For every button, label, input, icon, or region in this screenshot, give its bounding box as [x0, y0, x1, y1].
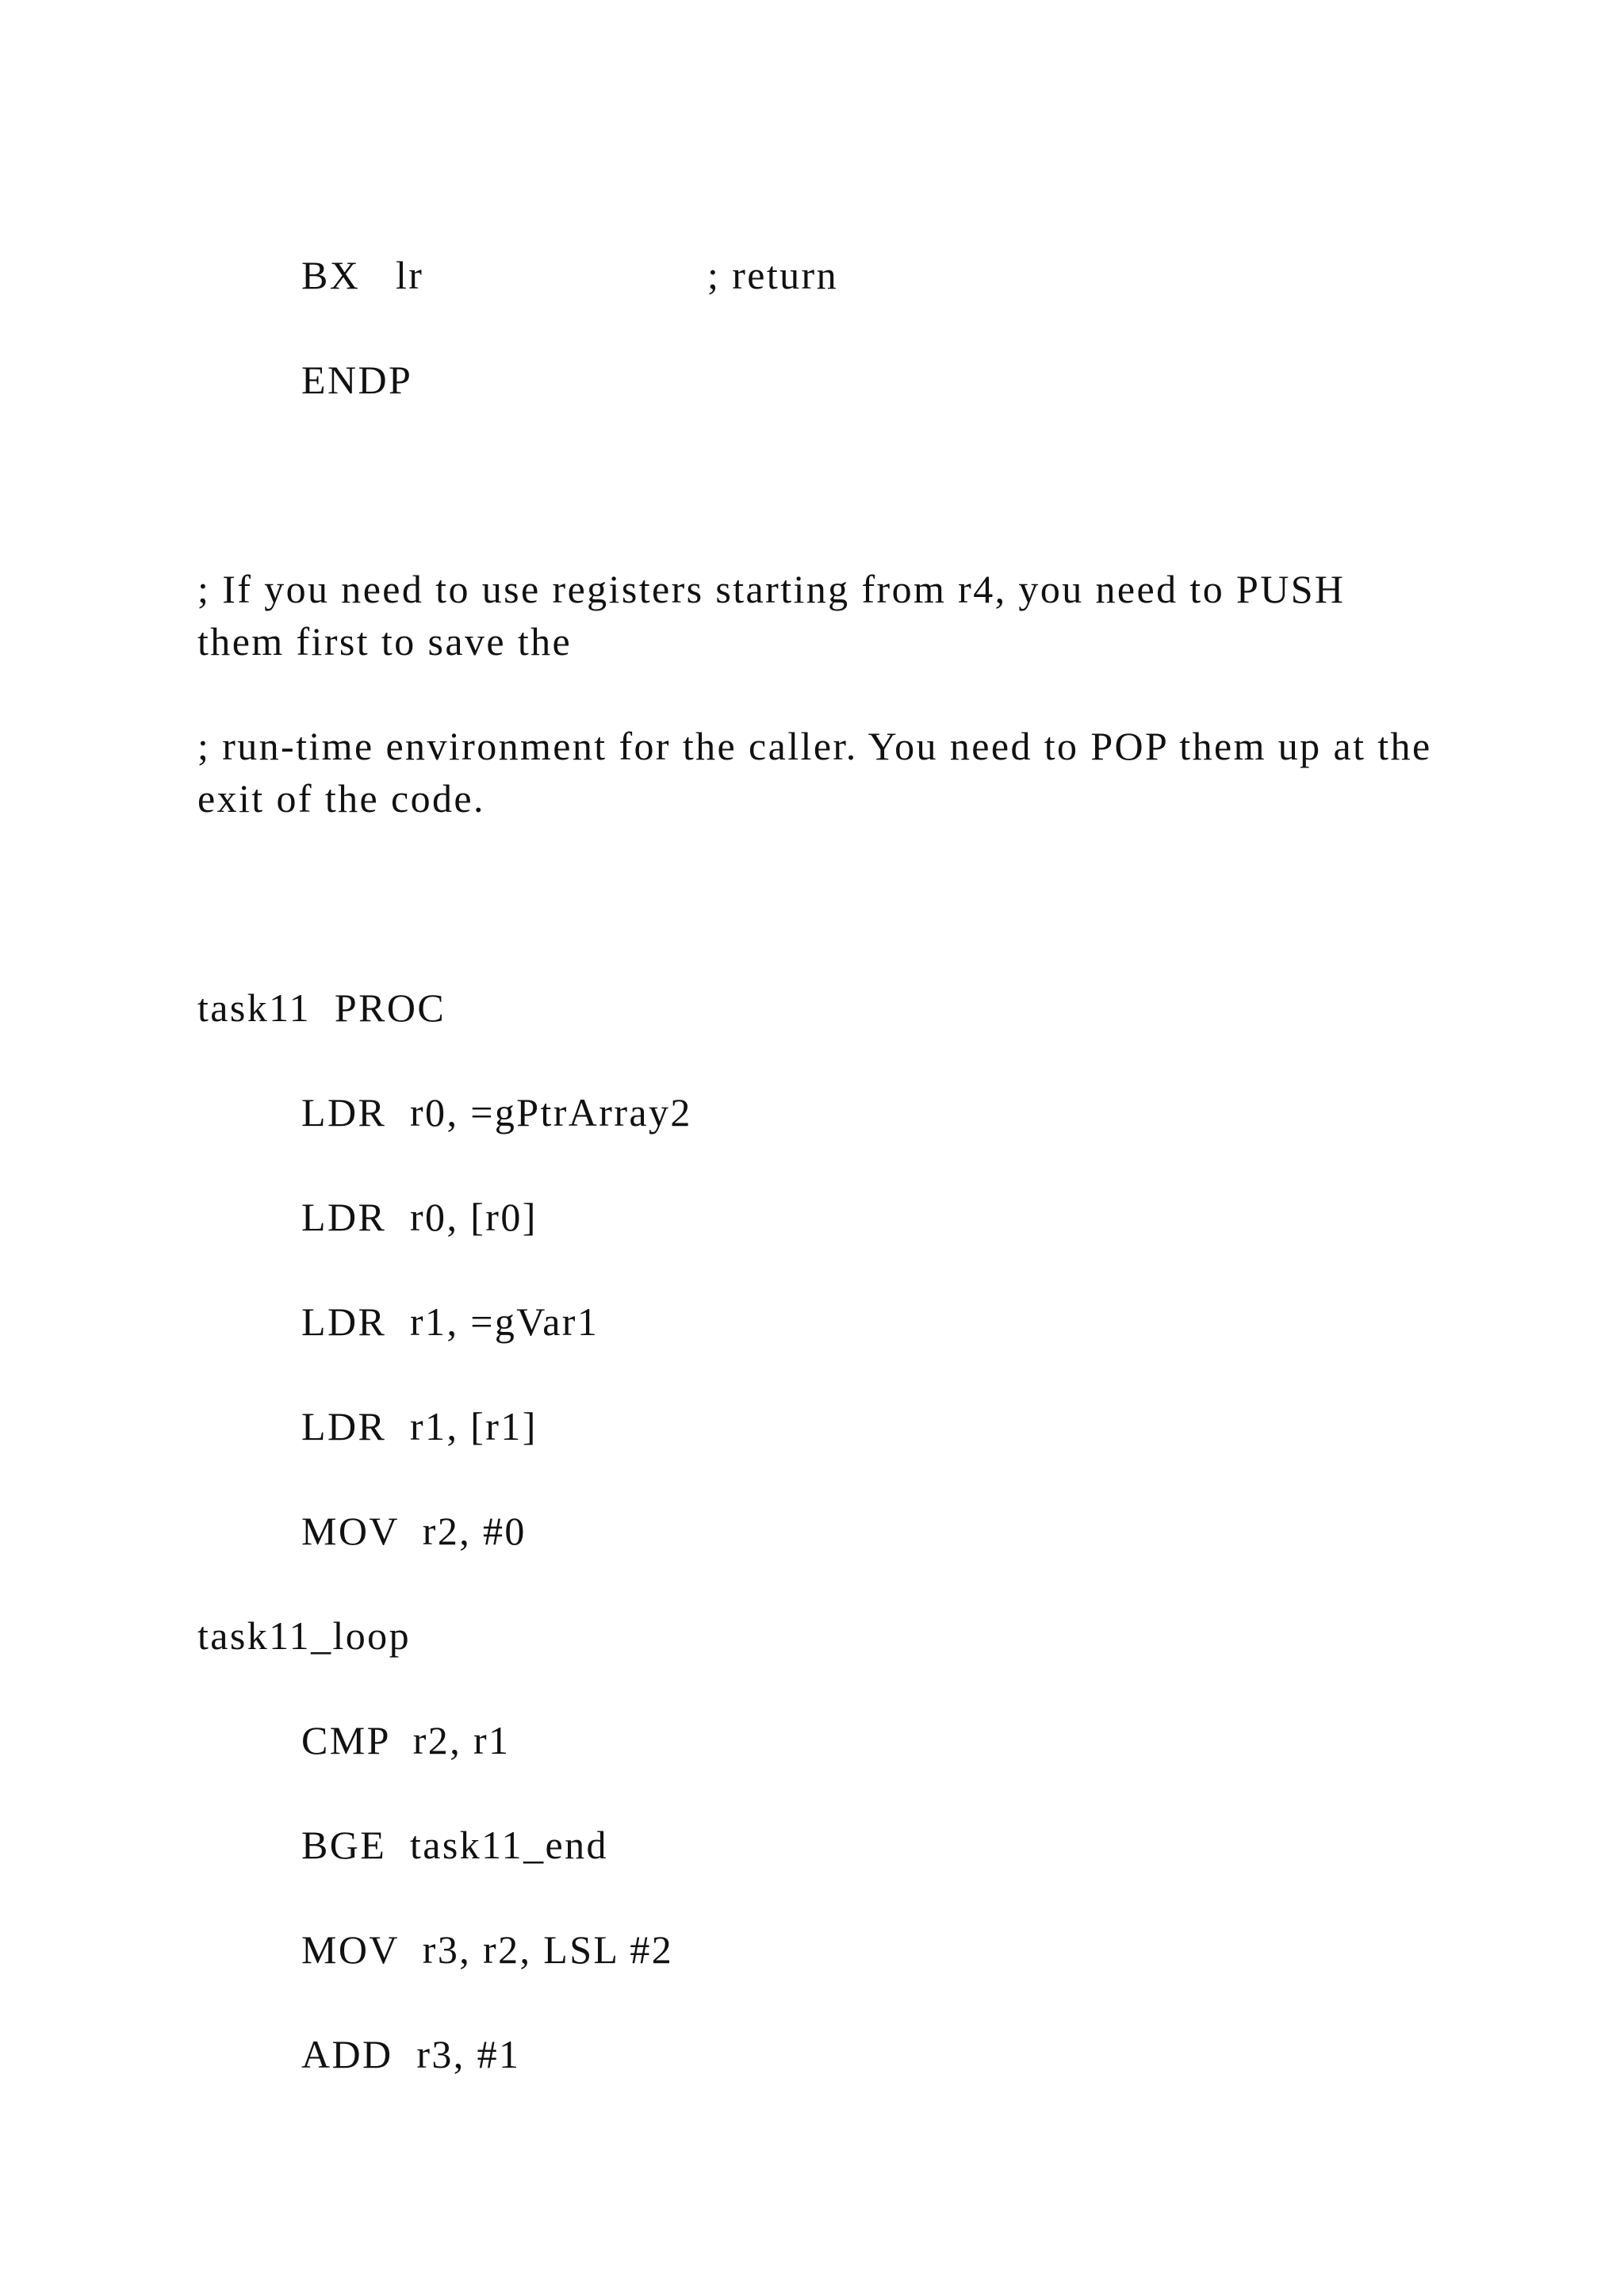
bx-instruction: BX lr: [301, 253, 424, 297]
endp-directive: ENDP: [301, 358, 413, 402]
bx-return-comment: ; return: [707, 253, 838, 297]
register-note-paragraph-1: ; If you need to use registers starting from r4, you need to PUSH them first to save the: [197, 567, 1346, 664]
loop-code-line: MOV r3, r2, LSL #2: [301, 1927, 674, 1972]
task11-loop-label: task11_loop: [197, 1613, 411, 1658]
code-line: LDR r1, [r1]: [301, 1404, 538, 1448]
code-line: LDR r0, [r0]: [301, 1195, 538, 1239]
loop-code-line: BGE task11_end: [301, 1823, 608, 1867]
code-line: LDR r0, =gPtrArray2: [301, 1090, 692, 1135]
loop-code-line: ADD r3, #1: [301, 2032, 521, 2076]
loop-code-line: CMP r2, r1: [301, 1718, 511, 1762]
register-note-paragraph-2: ; run-time environment for the caller. You need to POP them up at the exit of the code.: [197, 724, 1432, 821]
code-line: MOV r2, #0: [301, 1509, 527, 1553]
task11-proc-label: task11 PROC: [197, 985, 446, 1030]
code-line: LDR r1, =gVar1: [301, 1299, 599, 1344]
